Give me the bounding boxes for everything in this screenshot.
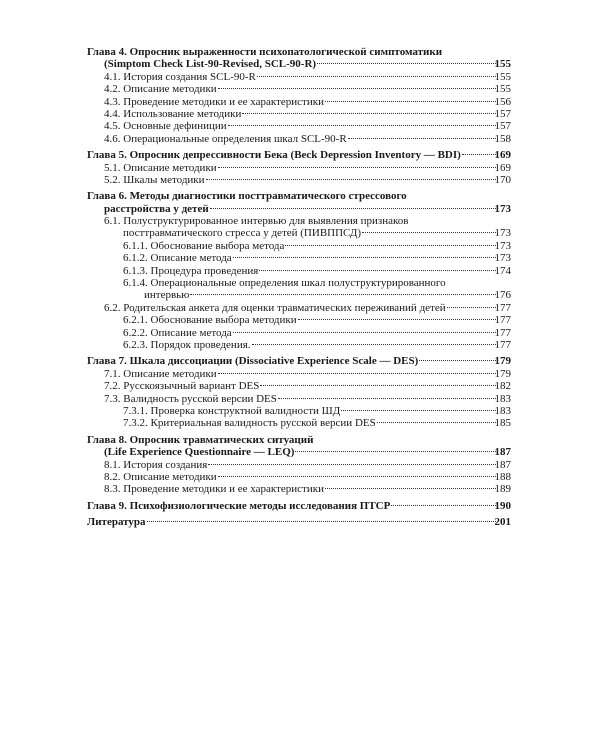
toc-entry-leader [87,446,497,458]
toc-entry[interactable] [87,190,511,202]
toc-entry[interactable] [87,405,511,417]
toc-entry-title: 8.3. Проведение методики и ее характеристики [104,483,324,496]
toc-entry-leader [87,227,497,239]
toc-page-number: 169 [494,161,511,174]
toc-entry[interactable] [87,215,511,227]
toc-dot-leader [210,208,496,209]
toc-page-number: 183 [494,392,511,405]
toc-entry-title: Литература [87,516,146,529]
toc-entry-title: 6.2.2. Описание метода [123,326,232,339]
toc-entry-leader [87,500,497,512]
toc-dot-leader [233,332,496,333]
toc-entry-leader [87,174,497,186]
toc-dot-leader [218,373,496,374]
toc-dot-leader [206,179,496,180]
toc-page-number: 155 [494,83,511,96]
toc-page-number: 182 [494,380,511,393]
toc-entry-title: 5.1. Описание методики [104,161,217,174]
toc-dot-leader [295,451,496,452]
toc-entry-title: 7.3.1. Проверка конструктной валидности ШД [123,404,341,417]
toc-entry-leader [87,120,497,132]
toc-entry-title: 4.5. Основные дефиниции [104,120,227,133]
toc-page-number: 177 [494,301,511,314]
toc-entry-leader [87,417,497,429]
toc-entry-leader [87,149,497,161]
toc-entry-leader [87,108,497,120]
toc-page-number: 177 [494,338,511,351]
toc-entry[interactable] [87,203,511,215]
toc-entry[interactable] [87,368,511,380]
toc-entry-title: Глава 9. Психофизиологические методы исследования ПТСР [87,499,391,512]
toc-entry-title: 4.3. Проведение методики и ее характеристики [104,95,324,108]
toc-entry-title: 4.6. Операциональные определения шкал SCL-90-R [104,132,347,145]
toc-entry[interactable] [87,289,511,301]
toc-dot-leader [317,63,496,64]
toc-entry[interactable] [87,471,511,483]
toc-entry[interactable] [87,149,511,161]
toc-entry[interactable] [87,227,511,239]
toc-entry-leader [87,380,497,392]
toc-entry-leader [87,483,497,495]
toc-page-number: 176 [494,289,511,302]
toc-dot-leader [228,125,496,126]
toc-entry[interactable] [87,302,511,314]
toc-entry-title: 8.2. Описание методики [104,470,217,483]
toc-entry-leader [87,83,497,95]
toc-page-number: 179 [494,355,511,368]
toc-entry-title: 4.4. Использование методики [104,107,242,120]
toc-entry[interactable] [87,277,511,289]
toc-entry[interactable] [87,459,511,471]
toc-page-number: 174 [494,264,511,277]
toc-entry-title: 4.1. История создания SCL-90-R [104,70,256,83]
toc-entry[interactable] [87,483,511,495]
toc-entry-leader [87,393,497,405]
toc-entry-title: 6.1. Полуструктурированное интервью для выявления признаков [104,215,409,228]
toc-page-number: 187 [494,458,511,471]
toc-page-number: 173 [494,239,511,252]
toc-page-number: 177 [494,326,511,339]
toc-entry-leader [87,71,497,83]
toc-page-number: 173 [494,227,511,240]
toc-dot-leader [147,521,496,522]
toc-dot-leader [218,476,496,477]
toc-page-number: 157 [494,107,511,120]
toc-entry-leader [87,203,497,215]
toc-entry-leader [87,265,497,277]
toc-entry[interactable] [87,417,511,429]
toc-dot-leader [257,76,496,77]
toc-dot-leader [325,488,496,489]
toc-entry[interactable] [87,96,511,108]
toc-dot-leader [208,464,496,465]
toc-entry[interactable] [87,83,511,95]
toc-entry-leader [87,240,497,252]
toc-page-number: 155 [494,70,511,83]
toc-dot-leader [233,257,496,258]
toc-entry-title: 6.1.2. Описание метода [123,252,232,265]
toc-entry-leader [87,405,497,417]
toc-entry[interactable] [87,46,511,58]
toc-page-number: 183 [494,404,511,417]
toc-entry[interactable] [87,58,511,70]
toc-page-number: 188 [494,470,511,483]
toc-dot-leader [348,138,496,139]
toc-entry[interactable] [87,314,511,326]
toc-dot-leader [285,245,496,246]
toc-page-number: 157 [494,120,511,133]
toc-page-number: 179 [494,367,511,380]
toc-dot-leader [462,154,496,155]
toc-dot-leader [377,422,496,423]
toc-page-number: 187 [494,446,511,459]
toc-entry-leader [87,459,497,471]
toc-entry-title: 6.2. Родительская анкета для оценки травматических переживаний детей [104,301,446,314]
toc-entry[interactable] [87,252,511,264]
toc-dot-leader [341,410,496,411]
toc-dot-leader [298,319,496,320]
toc-entry-title: 6.1.4. Операциональные определения шкал полуструктурированного [123,277,446,290]
toc-dot-leader [447,307,496,308]
toc-entry[interactable] [87,355,511,367]
toc-dot-leader [419,360,496,361]
table-of-contents [87,46,511,528]
toc-entry-title: Глава 6. Методы диагностики посттравматического стрессового [87,190,407,203]
toc-entry[interactable] [87,265,511,277]
toc-entry-title: 7.3. Валидность русской версии DES [104,392,277,405]
toc-entry-title: Глава 5. Опросник депрессивности Бека (Beck Depression Inventory — BDI) [87,149,461,162]
toc-page-number: 177 [494,314,511,327]
toc-entry-leader [87,58,497,70]
toc-entry-title: Глава 4. Опросник выраженности психопатологической симптоматики [87,46,443,58]
toc-entry-leader [87,289,497,301]
toc-entry-title: Глава 8. Опросник травматических ситуаций [87,433,314,446]
toc-dot-leader [391,505,496,506]
toc-entry-title: 7.2. Русскоязычный вариант DES [104,380,260,393]
toc-entry-title: 6.2.1. Обоснование выбора методики [123,314,297,327]
toc-entry-leader [87,339,497,351]
toc-entry-leader [87,314,497,326]
toc-entry[interactable] [87,71,511,83]
toc-dot-leader [362,232,496,233]
toc-entry-title: (Life Experience Questionnaire — LEQ) [104,446,295,459]
toc-dot-leader [325,101,496,102]
toc-dot-leader [252,344,496,345]
toc-entry-title: 7.1. Описание методики [104,367,217,380]
toc-dot-leader [218,88,496,89]
toc-entry-leader [87,368,497,380]
toc-entry-title: 6.2.3. Порядок проведения. [123,338,251,351]
toc-page-number: 156 [494,95,511,108]
toc-entry-leader [87,162,497,174]
toc-entry-leader [87,302,497,314]
toc-page-number: 155 [494,58,511,71]
toc-entry[interactable] [87,516,511,528]
toc-entry-title: 4.2. Описание методики [104,83,217,96]
toc-entry[interactable] [87,108,511,120]
toc-entry[interactable] [87,174,511,186]
toc-entry-title: 8.1. История создания [104,458,208,471]
toc-entry-title: 6.1.1. Обоснование выбора метода [123,239,285,252]
toc-entry-title: интервью [144,289,190,302]
toc-entry-leader [87,355,497,367]
toc-entry-title: посттравматического стресса у детей (ПИВППСД) [123,227,361,240]
toc-page-number: 173 [494,252,511,265]
toc-page-number: 169 [494,149,511,162]
toc-page-number: 185 [494,417,511,430]
toc-entry-leader [87,516,497,528]
toc-entry[interactable] [87,446,511,458]
toc-entry-title: 6.1.3. Процедура проведения [123,264,259,277]
toc-page-number: 170 [494,173,511,186]
toc-dot-leader [260,385,496,386]
toc-entry[interactable] [87,240,511,252]
toc-dot-leader [259,270,496,271]
toc-page-number: 158 [494,132,511,145]
toc-entry-leader [87,252,497,264]
toc-entry[interactable] [87,500,511,512]
toc-entry-leader [87,133,497,145]
toc-entry-leader [87,471,497,483]
toc-entry[interactable] [87,120,511,132]
toc-page-number: 173 [494,202,511,215]
toc-page-number: 189 [494,483,511,496]
toc-entry-leader [87,96,497,108]
toc-dot-leader [218,167,496,168]
toc-entry-title: (Simptom Check List-90-Revised, SCL-90-R) [104,58,317,71]
toc-entry[interactable] [87,327,511,339]
toc-entry-leader [87,327,497,339]
toc-entry-title: расстройства у детей [104,202,209,215]
toc-entry-title: Глава 7. Шкала диссоциации (Dissociative Experience Scale — DES) [87,355,419,368]
toc-entry-title: 5.2. Шкалы методики [104,173,205,186]
toc-dot-leader [278,398,496,399]
toc-entry[interactable] [87,380,511,392]
toc-entry[interactable] [87,133,511,145]
toc-page-number: 201 [494,516,511,529]
toc-dot-leader [242,113,496,114]
toc-entry[interactable] [87,393,511,405]
toc-entry[interactable] [87,162,511,174]
toc-entry[interactable] [87,339,511,351]
toc-page-number: 190 [494,499,511,512]
toc-dot-leader [190,294,496,295]
toc-entry-title: 7.3.2. Критериальная валидность русской версии DES [123,417,376,430]
toc-entry[interactable] [87,434,511,446]
